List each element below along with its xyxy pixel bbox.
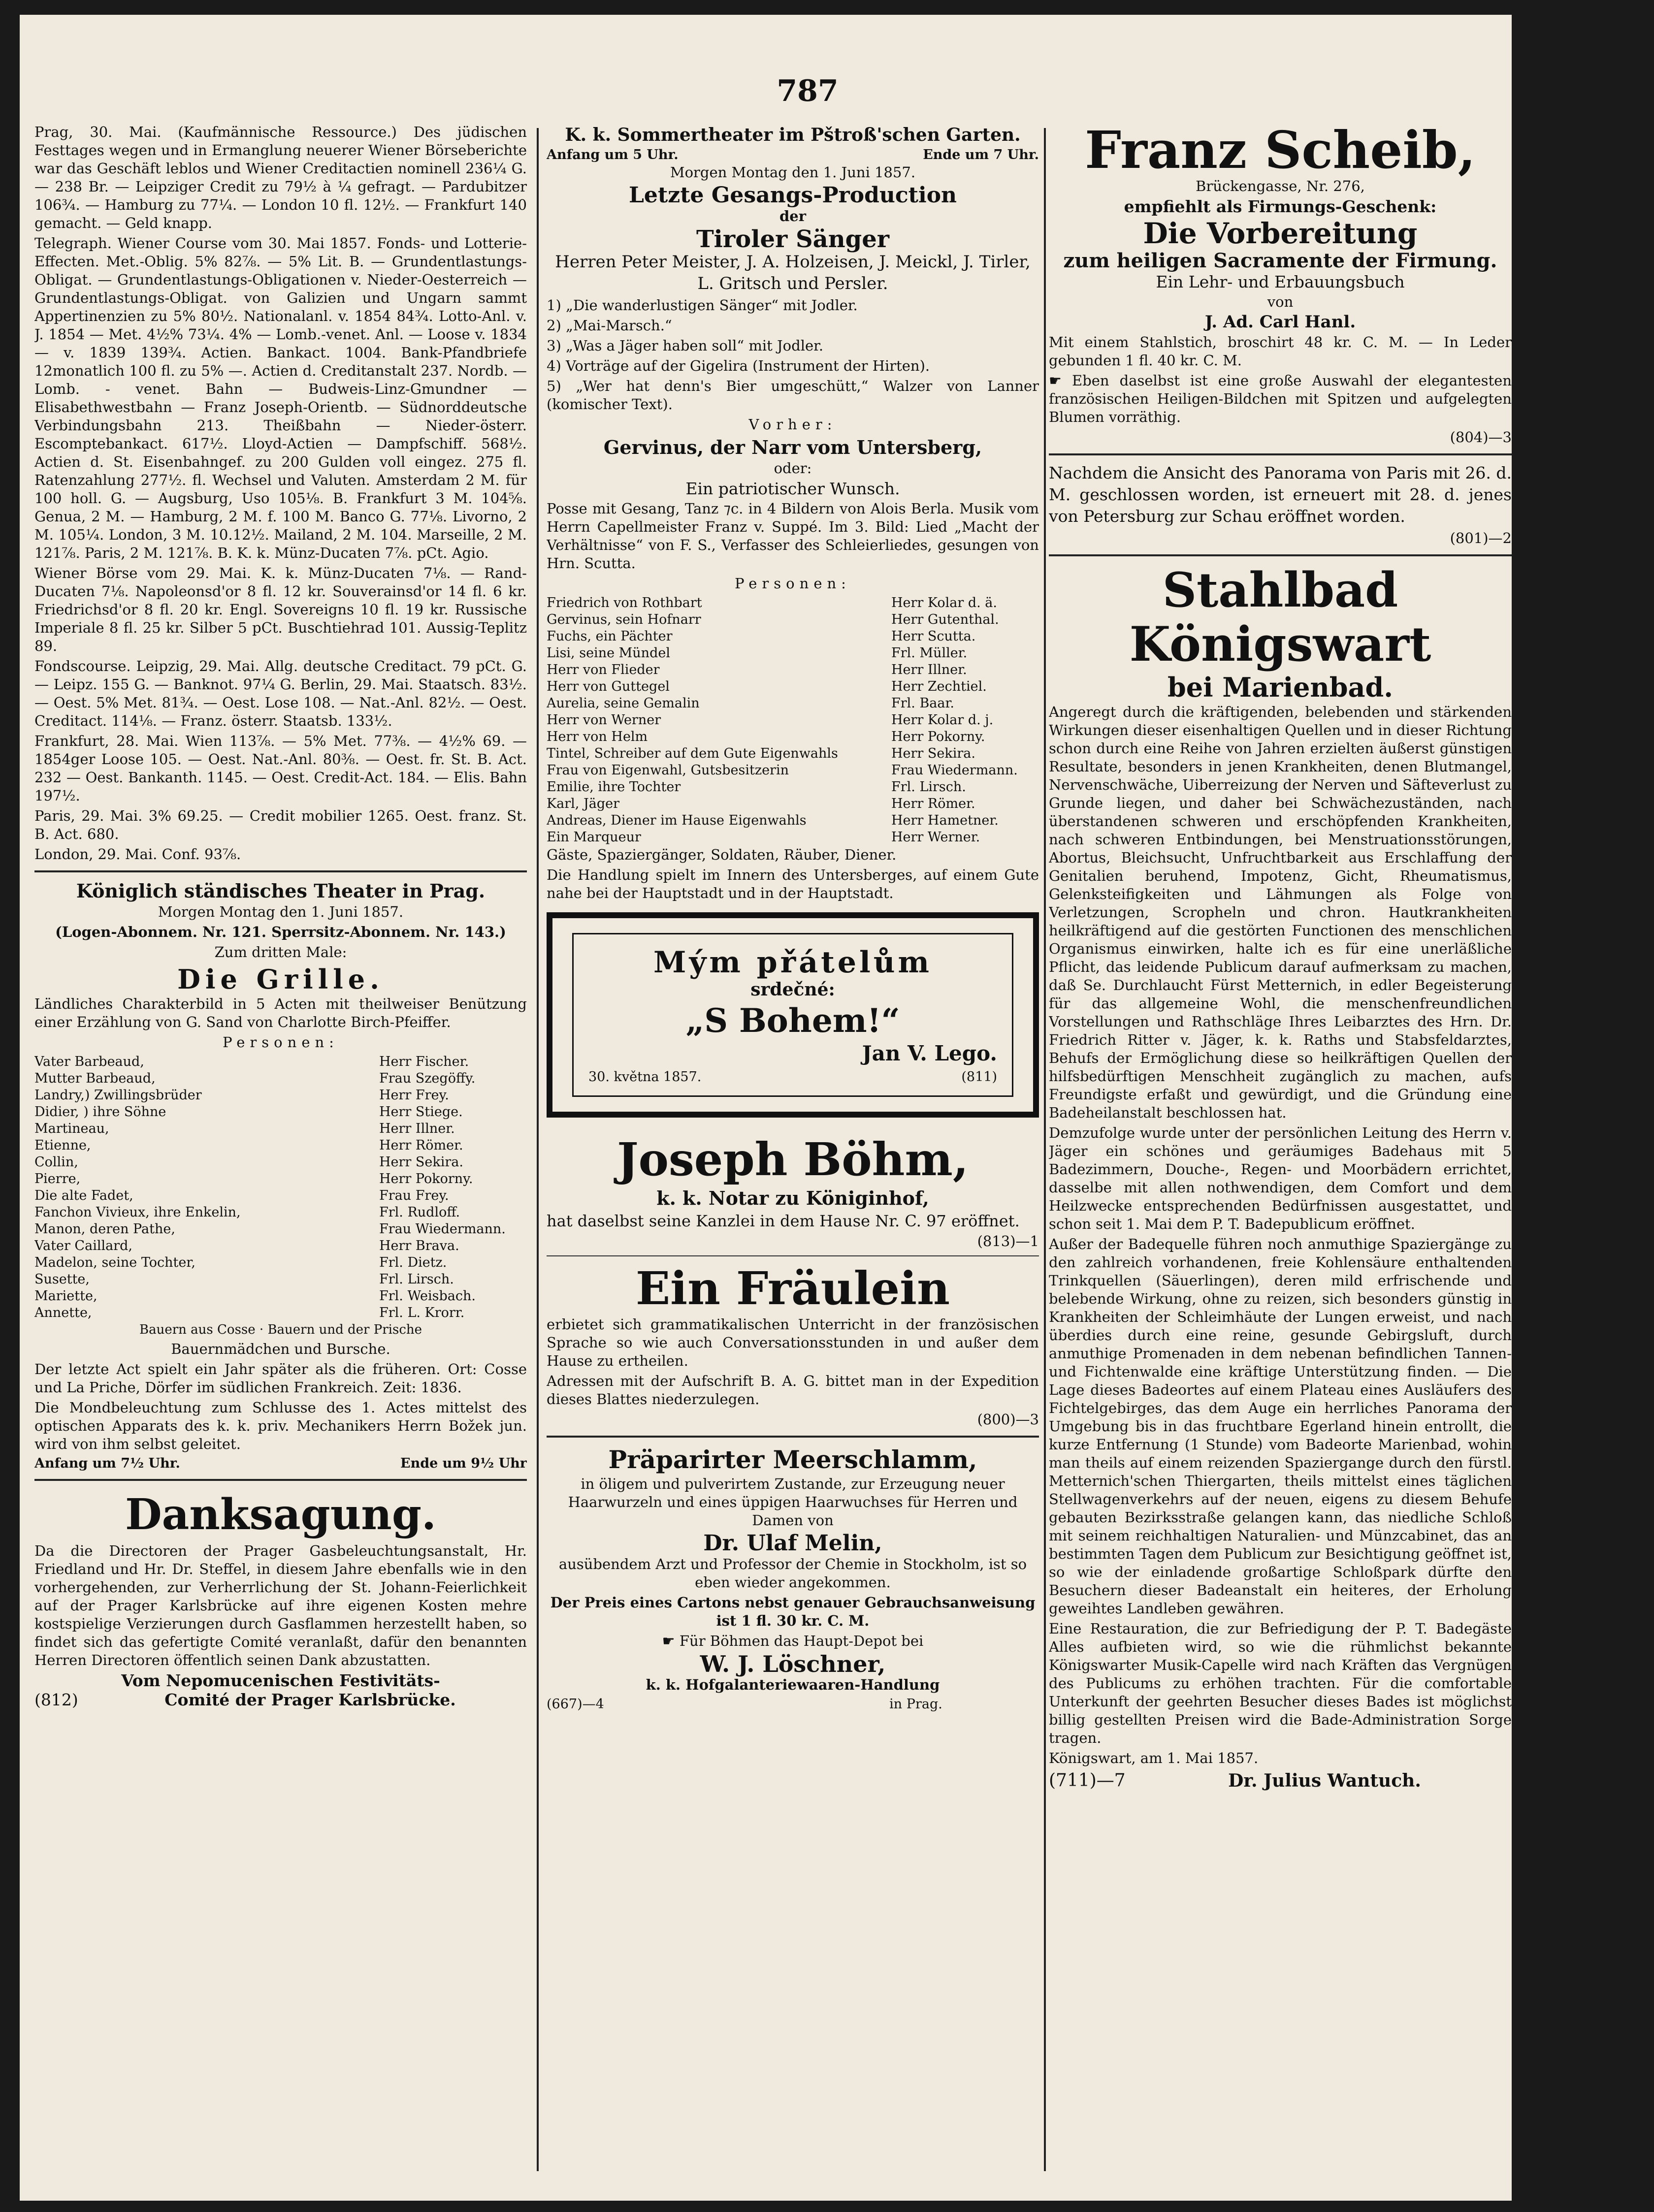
scheib-book1: Die Vorbereitung — [1143, 217, 1418, 250]
cast-row: Didier, ) ihre Söhne Herr Stiege. — [34, 1104, 463, 1120]
spa-body2: Demzufolge wurde unter der persönlichen Leitung des Herrn v. Jäger ein schönes und geräumiges Badehaus mit 5 Badezimmern, Douche-, Regen- und Moorbädern errichtet, dasselbe mit allen nothwendigen, dem Comfort und dem Heilzwecke entsprechenden Bedürfnissen ausgestattet, und schon seit 1. Mai dem P. T. Badepublicum eröffnet. — [1049, 1124, 1512, 1232]
cast-row: Gervinus, sein Hofnarr Herr Gutenthal. — [547, 612, 999, 627]
meerschaum-bohemia: ☛ Für Böhmen das Haupt-Depot bei — [662, 1633, 924, 1649]
cast-row: Manon, deren Pathe, Frau Wiedermann. — [34, 1221, 506, 1237]
theater-times: Anfang um 7½ Uhr. Ende um 9½ Uhr — [34, 1456, 527, 1471]
cast-row: Ein Marqueur Herr Werner. — [547, 830, 980, 845]
st-oder: oder: — [774, 460, 812, 477]
report-london: London, 29. Mai. Conf. 93⅞. — [34, 846, 241, 863]
meerschaum-footer: (667)—4 in Prag. — [547, 1697, 942, 1712]
program-item: 1) „Die wanderlustigen Sänger“ mit Jodler. — [547, 297, 858, 314]
column-1 — [34, 123, 527, 2176]
cast-row: Landry,) Zwillingsbrüder Herr Frey. — [34, 1088, 449, 1103]
st-setting: Die Handlung spielt im Innern des Untersberges, auf einem Gute nahe bei der Hauptstadt und in der Hauptstadt. — [547, 866, 1039, 901]
fraulein-ad — [547, 1261, 1039, 1429]
czech-line3: „S Bohem!“ — [685, 1001, 900, 1040]
cast-row: Etienne, Herr Römer. — [34, 1138, 463, 1153]
scan-edge — [1512, 0, 1654, 2212]
cast-row: Susette, Frl. Lirsch. — [34, 1272, 454, 1287]
theater-play: Die Grille. — [177, 963, 384, 995]
cast-row: Annette, Frl. L. Krorr. — [34, 1305, 465, 1320]
scheib-book2: zum heiligen Sacramente der Firmung. — [1063, 249, 1497, 272]
cast-row: Herr von Guttegel Herr Zechtiel. — [547, 679, 987, 694]
fraulein-body: erbietet sich grammatikalischen Unterricht in der französischen Sprache so wie auch Conversationsstunden in und außer dem Hause zu ertheilen. — [547, 1316, 1039, 1369]
scheib-author: J. Ad. Carl Hanl. — [1204, 312, 1356, 332]
column-3 — [1049, 123, 1512, 2176]
spa-body1: Angeregt durch die kräftigenden, belebenden und stärkenden Wirkungen dieser eisenhaltigen Quellen und in dieser Richtung schon durch eine Reihe von Jahren erzielten äußerst günstigen Resultate, besonders in jenen Krankheiten, denen Blutmangel, Nervenschwäche, Uiberreizung der Nerven und Säfteverlust zu Grunde liegen, und daher bei Schwächezuständen, nach überstandenen schweren und erschöpfenden Krankheiten, nach schweren Entbindungen, bei Menstruationsstörungen, Abortus, Bleichsucht, Unfruchtbarkeit aus Erschlaffung der Genitalien beruhend, Impotenz, Gicht, Rheumatismus, Gelenksteifigkeiten und Lähmungen als Folge von Verletzungen, Scropheln und chron. Hautkrankheiten heilkräftigend auf die gestörten Functionen des menschlichen Organismus einwirken, halte ich es für eine unerläßliche Pflicht, das leidende Publicum darauf aufmerksam zu machen, daß Se. Durchlaucht Fürst Metternich, in edler Begeisterung für das allgemeine Wohl, die menschenfreundlichen Vorstellungen und Rathschläge Ihres Leibarztes des Hrn. Dr. Friedrich Ritter v. Jäger, k. k. Raths und Stabsfeldarztes, Behufs der Ermöglichung diese so heilkräftigen Quellen der hilfsbedürftigen Menschheit zugänglich zu machen, aufs Freundigste erfaßt und gewürdigt, und die Gründung eine Badeheilanstalt beschlossen hat. — [1049, 704, 1512, 1121]
meerschaum-price: Der Preis eines Cartons nebst genauer Gebrauchsanweisung ist 1 fl. 30 kr. C. M. — [550, 1594, 1036, 1629]
thanks-signature-row: (812) Comité der Prager Karlsbrücke. — [34, 1690, 456, 1709]
cast-row: Vater Caillard, Herr Brava. — [34, 1238, 459, 1253]
theater-title: Königlich ständisches Theater in Prag. — [76, 880, 486, 902]
st-cast — [547, 595, 1039, 846]
st-piece: Gervinus, der Narr vom Untersberg, — [603, 436, 982, 458]
st-extras: Gäste, Spaziergänger, Soldaten, Räuber, Diener. — [547, 846, 897, 863]
meerschaum-ad — [547, 1444, 1039, 1713]
cast-row: Fanchon Vivieux, ihre Enkelin, Frl. Rudloff. — [34, 1205, 460, 1220]
theater-ad — [34, 879, 527, 1472]
theater-desc: Ländliches Charakterbild in 5 Acten mit theilweiser Benützung einer Erzählung von G. Sand von Charlotte Birch-Pfeiffer. — [34, 995, 527, 1030]
st-der: der — [779, 208, 806, 224]
program-item: 2) „Mai-Marsch.“ — [547, 317, 672, 334]
czech-line1: Mým přátelům — [653, 945, 932, 980]
bracket-label: Bauern aus Cosse · Bauern und der Prische — [139, 1322, 422, 1337]
cast-row: Lisi, seine Mündel Frl. Müller. — [547, 645, 968, 661]
st-persons-label: Personen: — [735, 575, 851, 592]
notary-ad — [547, 1132, 1039, 1250]
meerschaum-body: in öligem und pulverirtem Zustande, zur Erzeugung neuer Haarwurzeln und eines üppigen Haarwuchses für Herren und Damen von — [568, 1475, 1018, 1529]
st-singers: Herren Peter Meister, J. A. Holzeisen, J. Meickl, J. Tirler, L. Gritsch und Persler. — [555, 252, 1031, 293]
theater-date: Morgen Montag den 1. Juni 1857. — [158, 903, 404, 920]
theater-note2: Die Mondbeleuchtung zum Schlusse des 1. Actes mittelst des optischen Apparats des k. k. priv. Mechanikers Herrn Božek jun. wird von ihm selbst geleitet. — [34, 1399, 527, 1452]
notary-title: k. k. Notar zu Königinhof, — [656, 1187, 929, 1209]
column-rule-2 — [1044, 128, 1046, 2171]
cast-row: Martineau, Herr Illner. — [34, 1121, 455, 1136]
fraulein-ref: (800)—3 — [977, 1411, 1039, 1428]
summer-theater-ad — [547, 123, 1039, 902]
cast-row: Frau von Eigenwahl, Gutsbesitzerin Frau Wiedermann. — [547, 763, 1018, 778]
report-wiener-course: Telegraph. Wiener Course vom 30. Mai 1857. Fonds- und Lotterie-Effecten. Met.-Oblig. 5% 82⅞. — 5% Lit. B. — Grundentlastungs-Obligat. — Grundentlastungs-Obligationen v. Nieder-Oesterreich — Grundentlastungs-Obligat. von Galizien und Ungarn sammt Appertinenzien zu 5% 80½. Nationalanl. v. 1854 84¾. Lotto-Anl. v. J. 1854 — Met. 4½% 73¼. 4% — Lomb.-venet. Anl. — Loose v. 1834 — v. 1839 139¾. Actien. Bankact. 1004. Bank-Pfandbriefe 12monatlich 100 fl. zu 5% —. Actien d. Creditanstalt 237. Nordb. — Lomb. - venet. Bahn — Budweis-Linz-Gmundner — Elisabethwestbahn — Franz Joseph-Orientb. — Südnorddeutsche Verbindungsbahn 213. Theißbahn — Nieder-österr. Escomptebankact. 617½. Lloyd-Actien — Dampfschiff. 568½. Actien d. St. Eisenbahngef. zu 200 Gulden voll eingez. 275 fl. Ratenzahlung 277½. fl. Wechsel und Valuten. Amsterdam 2 M. für 100 holl. G. — Augsburg, Uso 105⅛. B. Frankfurt 3 M. 104⅝. Genua, 2 M. — Hamburg, 2 M. f. 100 M. Banco G. 77⅛. Livorno, 2 M. 105¼. London, 3 M. 10.12½. Mailand, 2 M. 104. Marseille, 2 M. 121⅞. Paris, 2 M. 121⅞. B. K. k. Münz-Ducaten 7⅞. pCt. Agio. — [34, 235, 527, 561]
st-title: K. k. Sommertheater im Pštroß'schen Garten. — [565, 125, 1021, 145]
scheib-ref: (804)—3 — [1450, 429, 1512, 446]
fraulein-title: Ein Fräulein — [636, 1262, 950, 1315]
column-2 — [547, 123, 1039, 2176]
divider — [547, 1436, 1039, 1438]
page-number: 787 — [777, 74, 839, 108]
divider — [34, 1479, 527, 1481]
divider — [1049, 554, 1512, 556]
st-before: Vorher: — [748, 416, 837, 433]
scheib-recommend: empfiehlt als Firmungs-Geschenk: — [1124, 197, 1437, 216]
czech-footer: 30. května 1857. (811) — [588, 1069, 997, 1085]
notary-body: hat daselbst seine Kanzlei in dem Hause Nr. C. 97 eröffnet. — [547, 1212, 1020, 1230]
report-frankfurt: Frankfurt, 28. Mai. Wien 113⅞. — 5% Met. 77⅜. — 4½% 69. — 1854ger Loose 105. — Oest. Nat.-Anl. 80⅜. — Oest. fr. St. B. Act. 232 — Oest. Bankanth. 1145. — Oest. Credit-Act. 184. — Elis. Bahn 197½. — [34, 733, 527, 804]
cast-row: Herr von Werner Herr Kolar d. j. — [547, 712, 994, 728]
cast-row: Mariette, Frl. Weisbach. — [34, 1288, 476, 1304]
st-date: Morgen Montag den 1. Juni 1857. — [670, 164, 916, 181]
program-item: 5) „Wer hat denn's Bier umgeschütt,“ Walzer von Lanner (komischer Text). — [547, 378, 1039, 413]
st-subtitle: Ein patriotischer Wunsch. — [685, 479, 900, 498]
scheib-book3: Ein Lehr- und Erbauungsbuch — [1156, 272, 1405, 291]
meerschaum-seller-desc: k. k. Hofgalanteriewaaren-Handlung — [646, 1676, 940, 1693]
czech-name: Jan V. Lego. — [862, 1041, 997, 1065]
divider — [34, 870, 527, 872]
cast-row: Emilie, ihre Tochter Frl. Lirsch. — [547, 779, 966, 795]
cast-row: Karl, Jäger Herr Römer. — [547, 796, 975, 811]
program-item: 3) „Was a Jäger haben soll“ mit Jodler. — [547, 337, 824, 354]
report-fondscourse: Fondscourse. Leipzig, 29. Mai. Allg. deutsche Creditact. 79 pCt. G. — Leipz. 155 G. — Banknot. 97¼ G. Berlin, 29. Mai. Staatsch. 83½. — Oest. 5% Met. 81¾. — Oest. Lose 108. — Nat.-Anl. 82½. — Oest. Creditact. 114⅛. — Franz. österr. Staatsb. 133½. — [34, 658, 527, 729]
cast-row: Andreas, Diener im Hause Eigenwahls Herr Hametner. — [547, 813, 999, 828]
panorama-ad — [1049, 462, 1512, 547]
cast-row: Tintel, Schreiber auf dem Gute Eigenwahls Herr Sekira. — [547, 746, 975, 761]
scheib-extra: ☛ Eben daselbst ist eine große Auswahl der elegantesten französischen Heiligen-Bildchen mit Spitzen und aufgelegten Blumen vorräthig. — [1049, 372, 1512, 425]
column-rule-1 — [537, 128, 539, 2171]
thanks-body: Da die Directoren der Prager Gasbeleuchtungsanstalt, Hr. Friedland und Hr. Dr. Steffel, in diesem Jahre ebenfalls wie in den vorhergehenden, zur Verherrlichung der St. Johann-Feierlichkeit auf der Prager Karlsbrücke auf ihre eigenen Kosten mehre kostspielige Verzierungen durch Gasflammen herzestellt haben, so findet sich das gefertigte Comité veranlaßt, dafür den benannten Herren Directoren öffentlich seinen Dank abzustatten. — [34, 1542, 527, 1668]
cast-row: Fuchs, ein Pächter Herr Scutta. — [547, 629, 976, 644]
scheib-von: von — [1267, 293, 1294, 310]
cast-row: Collin, Herr Sekira. — [34, 1154, 463, 1170]
pointing-hand-icon: ☛ — [662, 1633, 680, 1649]
st-desc: Posse mit Gesang, Tanz ⁊c. in 4 Bildern von Alois Berla. Musik vom Herrn Capellmeister Franz v. Suppé. Im 3. Bild: Lied „Macht der Verhältnisse“ von F. S., Verfasser des Schleierliedes, gesungen von Hrn. Scutta. — [547, 500, 1039, 572]
theater-extras: Bauernmädchen und Bursche. — [171, 1341, 390, 1357]
meerschaum-doctor: Dr. Ulaf Melin, — [703, 1531, 882, 1556]
thanks-signature1: Vom Nepomucenischen Festivitäts- — [121, 1671, 440, 1690]
panorama-body: Nachdem die Ansicht des Panorama von Paris mit 26. d. M. geschlossen worden, ist erneuert mit 28. d. jenes von Petersburg zur Schau eröffnet worden. — [1049, 463, 1512, 526]
scheib-price: Mit einem Stahlstich, broschirt 48 kr. C. M. — In Leder gebunden 1 fl. 40 kr. C. M. — [1049, 334, 1512, 369]
st-program — [547, 296, 1039, 414]
thanks-title: Danksagung. — [125, 1490, 436, 1539]
report-wiener-boerse: Wiener Börse vom 29. Mai. K. k. Münz-Ducaten 7⅛. — Rand-Ducaten 7⅛. Napoleonsd'or 8 fl. 12 kr. Souverainsd'or 14 fl. 6 kr. Friedrichsd'or 8 fl. 20 kr. Engl. Sovereigns 10 fl. 19 kr. Russische Imperiale 8 fl. 25 kr. Silber 5 pCt. Buschtiehrad 101. Aussig-Teplitz 89. — [34, 565, 527, 654]
cast-row: Madelon, seine Tochter, Frl. Dietz. — [34, 1255, 447, 1270]
theater-persons-label: Personen: — [223, 1034, 339, 1051]
czech-line2: srdečné: — [750, 979, 835, 1000]
cast-row: Aurelia, seine Gemalin Frl. Baar. — [547, 696, 954, 711]
meerschaum-title: Präparirter Meerschlamm, — [608, 1445, 977, 1474]
spa-date: Königswart, am 1. Mai 1857. — [1049, 1750, 1259, 1766]
czech-farewell-box — [547, 912, 1039, 1118]
spa-body4: Eine Restauration, die zur Befriedigung der P. T. Badegäste Alles aufbieten wird, so wie die rühmlichst bekannte Königswarter Musik-Capelle wird nach Kräften das Vergnügen des Publicums zu erhöhen trachten. Für die comfortable Unterkunft der geehrten Besucher dieses Bades ist möglichst billig gestellten Preisen wird die Bade-Administration Sorge tragen. — [1049, 1620, 1512, 1746]
notary-name: Joseph Böhm, — [617, 1133, 969, 1186]
spa-subtitle: bei Marienbad. — [1167, 672, 1394, 703]
scheib-addr: Brückengasse, Nr. 276, — [1196, 178, 1365, 194]
theater-repeat: Zum dritten Male: — [214, 944, 347, 961]
cast-row: Herr von Flieder Herr Illner. — [547, 662, 967, 677]
theater-note1: Der letzte Act spielt ein Jahr später als die früheren. Ort: Cosse und La Priche, Dörfer im südlichen Frankreich. Zeit: 1836. — [34, 1361, 527, 1396]
spa-body3: Außer der Badequelle führen noch anmuthige Spaziergänge zu den zahlreich vorhandenen, freie Kohlensäure enthaltenden Trinkquellen (Säuerlingen), deren mild erfrischende und belebende Wirkung, ohne zu reizen, sich besonders günstig in Krankheiten der Schleimhäute der Lungen erweist, und nach überdies durch eine reine, gesunde Gebirgsluft, durch anmuthige Promenaden in dem nebenan befindlichen Tannen- und Fichtenwalde eine kräftige Unterstützung finden. — Die Lage dieses Badeortes auf einem Plateau eines Ausläufers des Fichtelgebirges, das dem Auge ein herrliches Panorama der Umgebung bis in das fruchtbare Egerland hinein entrollt, die kurze Entfernung (1 Stunde) vom Badeorte Marienbad, wohin man theils auf einem reizenden Spaziergange durch den fürstl. Metternich'schen Thiergarten, theils mittelst eines täglichen Stellwagenverkehrs auf der neuen, eigens zu diesem Behufe gebauten Bezirksstraße gelangen kann, das niedliche Schloß mit seinem reichhaltigen Naturalien- und Münzcabinet, das an bestimmten Tagen dem Publicum zur Besichtigung geöffnet ist, so wie der einladende großartige Schloßpark dürfte den Besuchern dieser Badeanstalt ein heiteres, der Erholung geweihtes Landleben gewähren. — [1049, 1236, 1512, 1617]
notary-ref: (813)—1 — [977, 1233, 1039, 1250]
program-item: 4) Vorträge auf der Gigelira (Instrument der Hirten). — [547, 357, 930, 374]
report-paris: Paris, 29. Mai. 3% 69.25. — Credit mobilier 1265. Oest. franz. St. B. Act. 680. — [34, 807, 527, 842]
scheib-name: Franz Scheib, — [1085, 123, 1476, 180]
cast-row: Herr von Helm Herr Pokorny. — [547, 729, 985, 744]
market-reports — [34, 123, 527, 864]
panorama-ref: (801)—2 — [1450, 530, 1512, 546]
fraulein-addr: Adressen mit der Aufschrift B. A. G. bittet man in der Expedition dieses Blattes niederzulegen. — [547, 1373, 1039, 1408]
st-times: Anfang um 5 Uhr. Ende um 7 Uhr. — [547, 147, 1039, 162]
st-headline: Letzte Gesangs-Production — [628, 183, 957, 208]
cast-row: Pierre, Herr Pokorny. — [34, 1171, 473, 1186]
st-group: Tiroler Sänger — [696, 225, 890, 253]
pointing-hand-icon: ☛ — [1049, 372, 1072, 389]
cast-row: Die alte Fadet, Frau Frey. — [34, 1188, 449, 1203]
meerschaum-seller: W. J. Löschner, — [700, 1651, 886, 1677]
spa-footer: (711)—7 Dr. Julius Wantuch. — [1049, 1770, 1421, 1791]
cast-row: Friedrich von Rothbart Herr Kolar d. ä. — [547, 595, 997, 610]
meerschaum-doctor-desc: ausübendem Arzt und Professor der Chemie in Stockholm, ist so eben wieder angekommen. — [558, 1556, 1027, 1591]
cast-row: Vater Barbeaud, Herr Fischer. — [34, 1054, 469, 1069]
divider — [1049, 453, 1512, 455]
scheib-ad — [1049, 123, 1512, 447]
divider — [547, 1255, 1039, 1256]
czech-farewell-inner — [572, 933, 1013, 1097]
theater-cast — [34, 1054, 527, 1321]
cast-row: Mutter Barbeaud, Frau Szegöffy. — [34, 1071, 476, 1086]
report-prag: Prag, 30. Mai. (Kaufmännische Ressource.) Des jüdischen Festtages wegen und in Ermanglung neuerer Wiener Börseberichte war das Geschäft leblos und Wiener Creditactien nominell 236¼ G. — 238 Br. — Leipziger Credit zu 79½ à ¼ gefragt. — Pardubitzer 106¾. — Hamburg zu 77¼. — London 10 fl. 12½. — Frankfurt 140 gemacht. — Geld knapp. — [34, 124, 527, 231]
spa-ad — [1049, 563, 1512, 1792]
thanks-ad — [34, 1488, 527, 1708]
spa-title: Stahlbad Königswart — [1129, 562, 1431, 672]
theater-subscription: (Logen-Abonnem. Nr. 121. Sperrsitz-Abonnem. Nr. 143.) — [55, 924, 506, 940]
